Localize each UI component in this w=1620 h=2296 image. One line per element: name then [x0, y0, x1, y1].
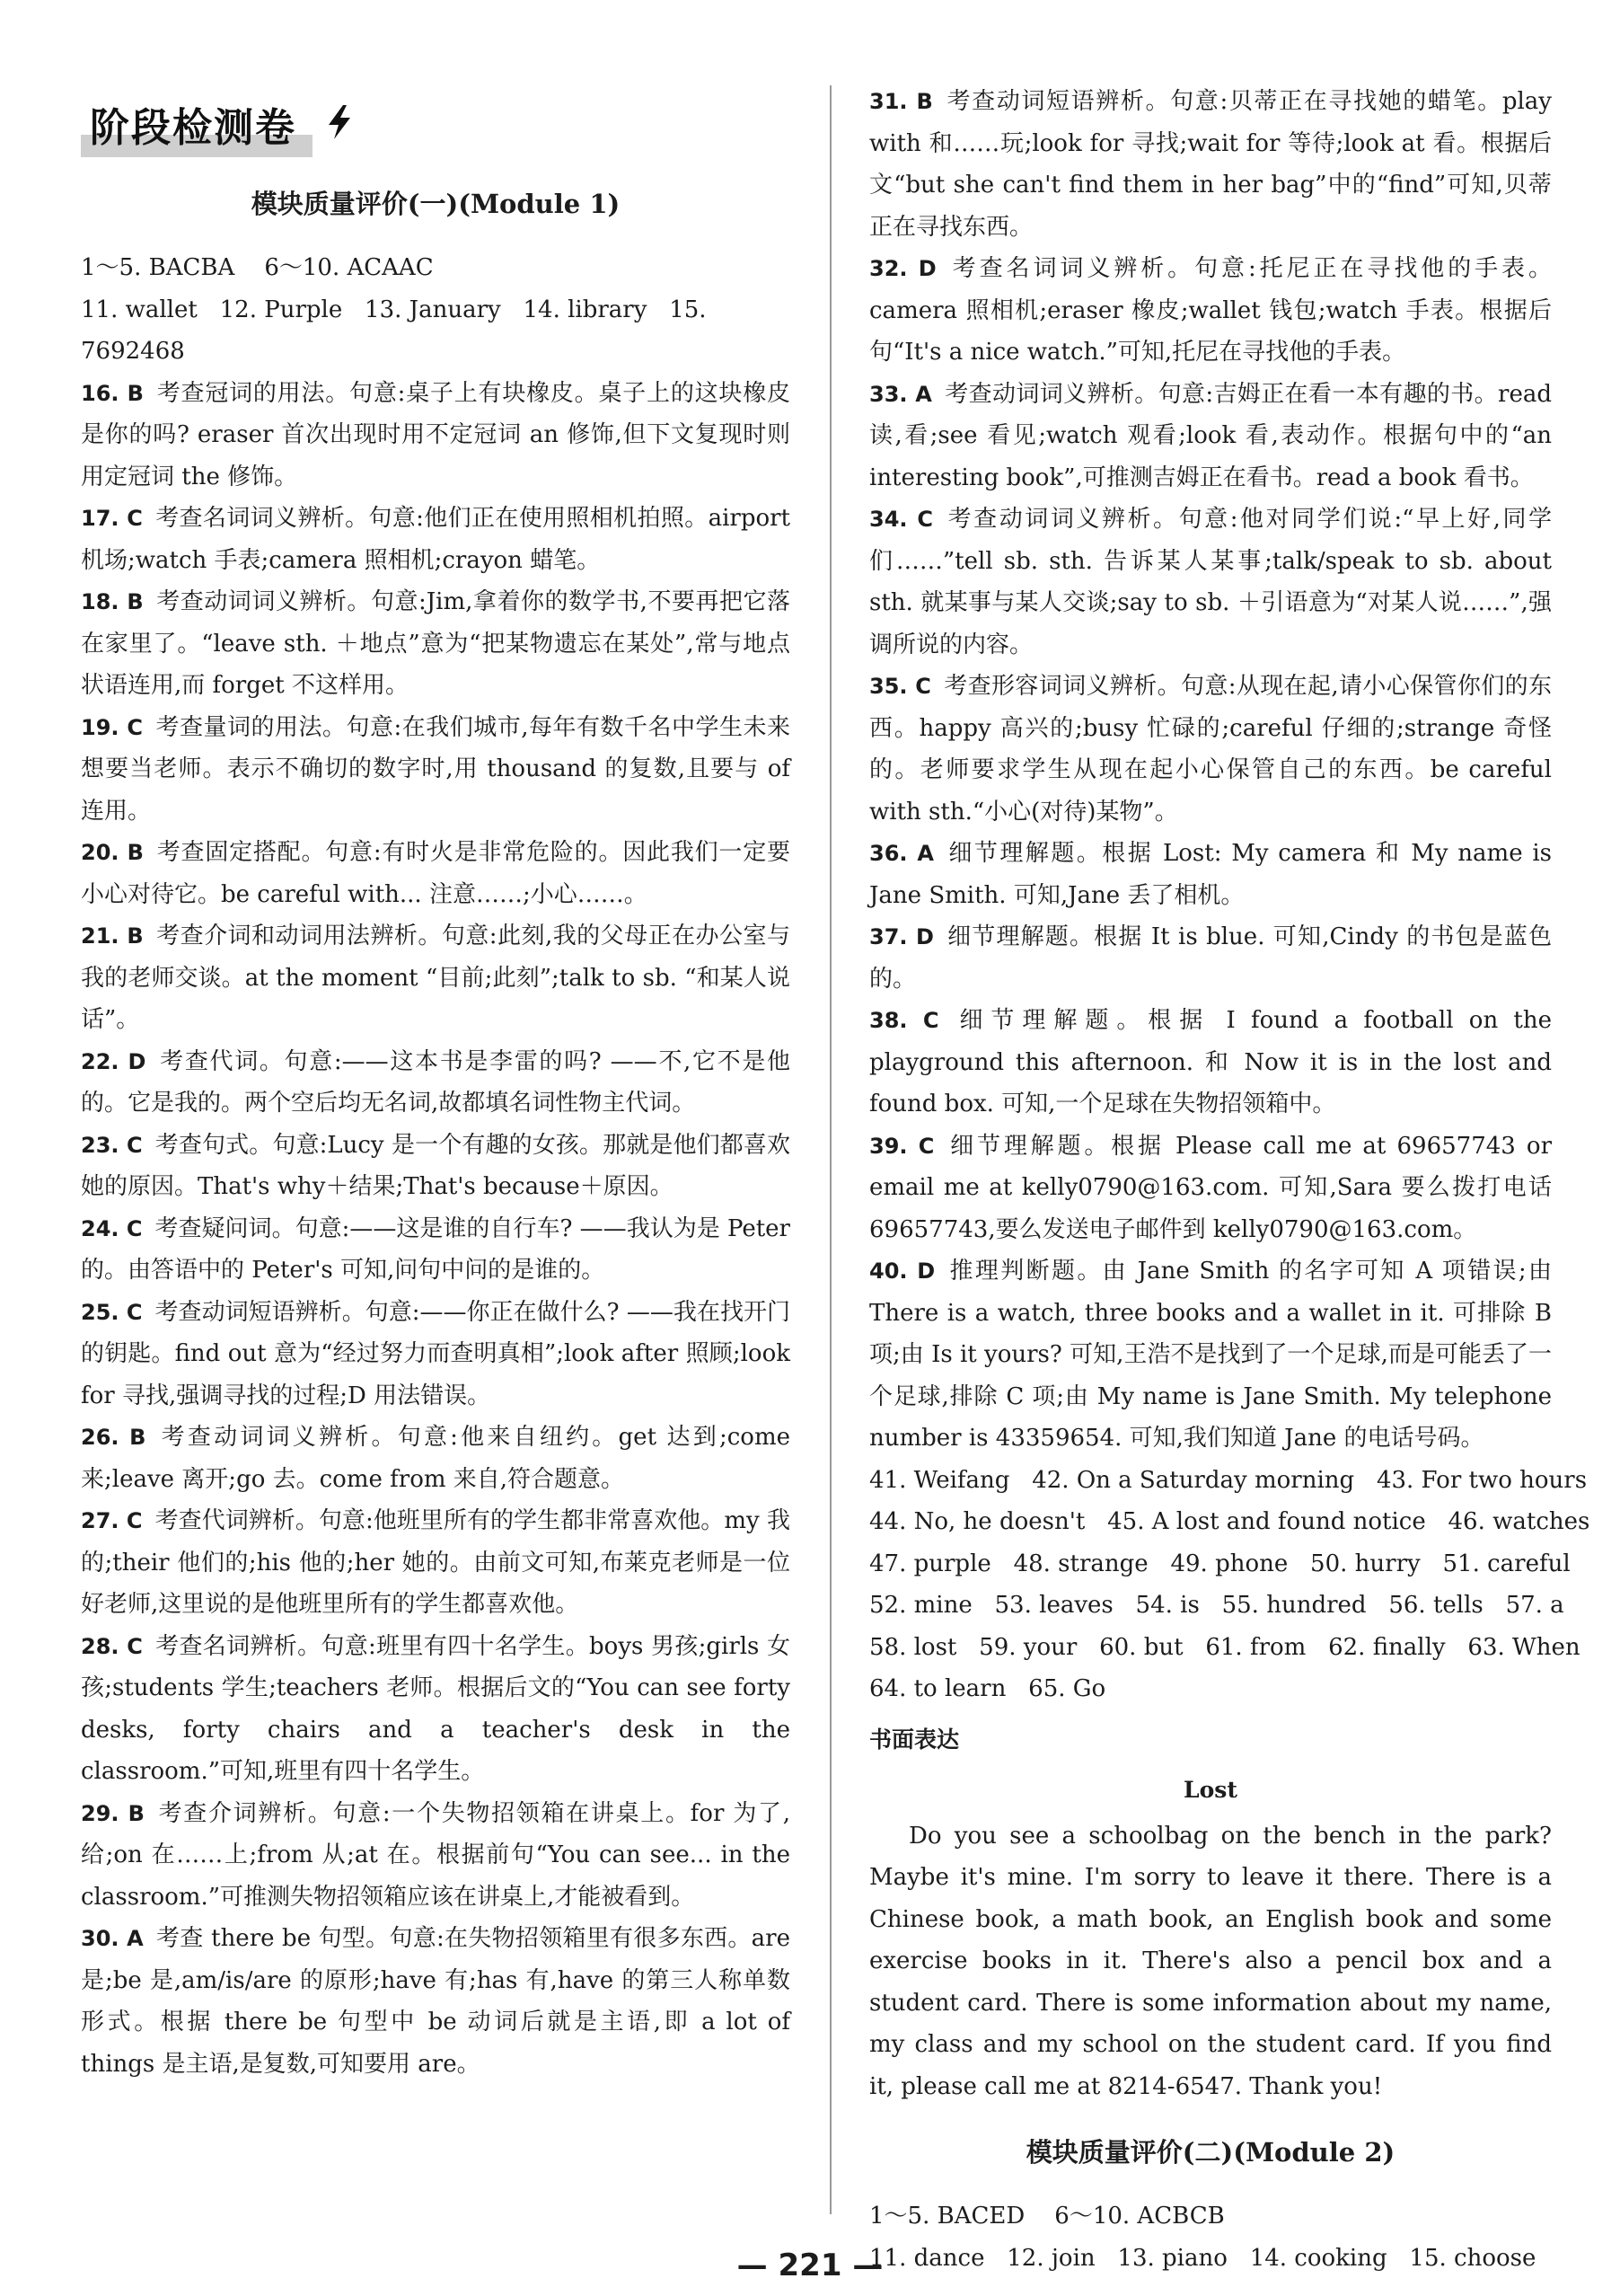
- explanation-item: [869, 1000, 1552, 1126]
- question-number: 21. B: [81, 923, 144, 949]
- module1-title: 模块质量评价(一)(Module 1): [251, 189, 621, 219]
- module2-fill-answers: 11. dance 12. join 13. piano 14. cooking 15. choose: [869, 2244, 1536, 2272]
- explanation-text: 考查名词词义辨析。句意:他们正在使用照相机拍照。airport 机场;watch 手表;camera 照相机;crayon 蜡笔。: [81, 505, 790, 574]
- question-number: 37. D: [869, 924, 934, 949]
- explanation-item: [869, 499, 1552, 666]
- explanation-item: [81, 1041, 790, 1125]
- explanation-text: 考查量词的用法。句意:在我们城市,每年有数千名中学生未来想要当老师。表示不确切的数字时,用 thousand 的复数,且要与 of 连用。: [81, 713, 790, 825]
- explanation-text: 细节理解题。根据 Lost: My camera 和 My name is Jane Smith. 可知,Jane 丢了相机。: [869, 840, 1552, 909]
- explanation-item: [81, 581, 790, 707]
- explanation-text: 考查动词短语辨析。句意:——你正在做什么? ——我在找开门的钥匙。find out 意为“经过努力而查明真相”;look after 照顾;look for 寻找,强调寻找的过程;D 用法错误。: [81, 1298, 791, 1409]
- question-number: 35. C: [869, 674, 931, 699]
- explanation-item: [869, 81, 1552, 248]
- module2-title: 模块质量评价(二)(Module 2): [1026, 2137, 1395, 2168]
- left-explanation-list: [81, 373, 790, 2086]
- left-column: [81, 81, 790, 2085]
- explanation-text: 考查句式。句意:Lucy 是一个有趣的女孩。那就是他们都喜欢她的原因。That's why＋结果;That's because＋原因。: [81, 1131, 790, 1200]
- explanation-text: 细节理解题。根据 It is blue. 可知,Cindy 的书包是蓝色的。: [869, 923, 1553, 993]
- explanation-item: [81, 1918, 790, 2085]
- explanation-text: 考查固定搭配。句意:有时火是非常危险的。因此我们一定要小心对待它。be careful with... 注意……;小心……。: [81, 839, 790, 908]
- explanation-item: [81, 1125, 790, 1208]
- explanation-text: 考查动词词义辨析。句意:吉姆正在看一本有趣的书。read 读,看;see 看见;watch 观看;look 看,表动作。根据句中的“an interesting book”,可推测吉姆正在看书。read a book 看书。: [869, 380, 1552, 491]
- explanation-text: 推理判断题。由 Jane Smith 的名字可知 A 项错误;由 There is a watch, three books and a wallet in it. 可排除 B 项;由 Is it yours? 可知,王浩不是找到了一个足球,而是可能丢了一个足球,排除 C 项;由 My name is Jane Smith. My telephone number is 43359654. 可知,我们知道 Jane 的电话号码。: [869, 1258, 1552, 1452]
- explanation-item: [869, 248, 1552, 374]
- question-number: 34. C: [869, 507, 934, 532]
- explanation-text: 考查动词词义辨析。句意:Jim,拿着你的数学书,不要再把它落在家里了。“leave sth. ＋地点”意为“把某物遗忘在某处”,常与地点状语连用,而 forget 不这样用。: [81, 588, 791, 699]
- cloze-answer-line: 41. Weifang 42. On a Saturday morning 43. For two hours: [869, 1466, 1588, 1494]
- explanation-text: 考查动词短语辨析。句意:贝蒂正在寻找她的蜡笔。play with 和……玩;look for 寻找;wait for 等待;look at 看。根据后文“but she can't find them in her bag”中的“find”可知,贝蒂正在寻找东西。: [869, 88, 1552, 241]
- cloze-answer-line: 58. lost 59. your 60. but 61. from 62. finally 63. When: [869, 1633, 1580, 1661]
- question-number: 32. D: [869, 256, 937, 281]
- question-number: 30. A: [81, 1926, 144, 1951]
- explanation-text: 考查动词词义辨析。句意:他来自纽约。get 达到;come 来;leave 离开;go 去。come from 来自,符合题意。: [81, 1424, 790, 1493]
- banner-title: 阶段检测卷: [81, 101, 313, 157]
- explanation-item: [869, 666, 1552, 833]
- essay-text: Do you see a schoolbag on the bench in the park? Maybe it's mine. I'm sorry to leave it there. There is a Chinese book, a math book, an English book and some exercise books in it. There's also a pencil box and a student card. There is some information about my name, my class and my school on the student card. If you find it, please call me at 8214-6547. Thank you!: [869, 1822, 1552, 2100]
- explanation-item: [869, 1250, 1552, 1460]
- right-column: [869, 81, 1590, 2279]
- question-number: 38. C: [869, 1008, 939, 1033]
- question-number: 36. A: [869, 841, 934, 866]
- explanation-text: 考查名词辨析。句意:班里有四十名学生。boys 男孩;girls 女孩;students 学生;teachers 老师。根据后文的“You can see forty desks, forty chairs and a teacher's desk in the classroom.”可知,班里有四十名学生。: [81, 1632, 790, 1785]
- explanation-item: [869, 1126, 1552, 1251]
- writing-label: 书面表达: [869, 1726, 960, 1753]
- question-number: 17. C: [81, 506, 143, 531]
- question-number: 16. B: [81, 380, 144, 406]
- explanation-item: [869, 374, 1552, 499]
- question-number: 31. B: [869, 89, 933, 114]
- explanation-item: [81, 1626, 790, 1793]
- cloze-answer-line: 52. mine 53. leaves 54. is 55. hundred 56. tells 57. a: [869, 1592, 1564, 1619]
- explanation-item: [81, 1417, 790, 1500]
- explanation-item: [81, 915, 790, 1041]
- module1-choice-answers: 1～5. BACBA 6～10. ACAAC: [81, 254, 434, 281]
- cloze-answer-line: 44. No, he doesn't 45. A lost and found notice 46. watches: [869, 1508, 1590, 1535]
- explanation-item: [81, 1793, 790, 1919]
- right-explanation-list: [869, 81, 1552, 1460]
- question-number: 29. B: [81, 1800, 145, 1826]
- question-number: 25. C: [81, 1299, 143, 1325]
- explanation-item: [81, 832, 790, 915]
- question-number: 19. C: [81, 714, 143, 740]
- question-number: 27. C: [81, 1508, 143, 1533]
- question-number: 18. B: [81, 589, 144, 614]
- explanation-item: [81, 1500, 790, 1626]
- question-number: 26. B: [81, 1425, 146, 1450]
- column-divider: [830, 85, 832, 2214]
- explanation-item: [869, 833, 1552, 916]
- question-number: 20. B: [81, 840, 144, 865]
- question-number: 39. C: [869, 1133, 935, 1159]
- explanation-text: 考查动词词义辨析。句意:他对同学们说:“早上好,同学们……”tell sb. sth. 告诉某人某事;talk/speak to sb. about sth. 就某事与某人交谈;say to sb. ＋引语意为“对某人说……”,强调所说的内容。: [869, 506, 1553, 658]
- explanation-text: 考查形容词词义辨析。句意:从现在起,请小心保管你们的东西。happy 高兴的;busy 忙碌的;careful 仔细的;strange 奇怪的。老师要求学生从现在起小心保管自己的东西。be careful with sth.“小心(对待)某物”。: [869, 673, 1552, 826]
- explanation-text: 考查代词。句意:——这本书是李雷的吗? ——不,它不是他的。它是我的。两个空后均无名词,故都填名词性物主代词。: [81, 1047, 791, 1117]
- cloze-answer-line: 47. purple 48. strange 49. phone 50. hurry 51. careful: [869, 1550, 1571, 1577]
- question-number: 23. C: [81, 1132, 143, 1158]
- explanation-text: 细节理解题。根据 I found a football on the playground this afternoon. 和 Now it is in the lost and found box. 可知,一个足球在失物招领箱中。: [869, 1007, 1553, 1117]
- explanation-text: 考查代词辨析。句意:他班里所有的学生都非常喜欢他。my 我的;their 他们的;his 他的;her 她的。由前文可知,布莱克老师是一位好老师,这里说的是他班里所有的学生都喜欢他。: [81, 1507, 790, 1618]
- explanation-text: 考查名词词义辨析。句意:托尼正在寻找他的手表。camera 照相机;eraser 橡皮;wallet 钱包;watch 手表。根据后句“It's a nice watch.”可知,托尼在寻找他的手表。: [869, 255, 1552, 366]
- explanation-item: [81, 707, 790, 833]
- explanation-item: [81, 498, 790, 581]
- explanation-item: [81, 373, 790, 499]
- explanation-text: 考查介词和动词用法辨析。句意:此刻,我的父母正在办公室与我的老师交谈。at the moment “目前;此刻”;talk to sb. “和某人说话”。: [81, 923, 790, 1033]
- question-number: 24. C: [81, 1215, 143, 1241]
- explanation-text: 考查 there be 句型。句意:在失物招领箱里有很多东西。are 是;be 是,am/is/are 的原形;have 有;has 有,have 的第三人称单数形式。根据 there be 句型中 be 动词后就是主语,即 a lot of things 是主语,是复数,可知要用 are。: [81, 1925, 791, 2078]
- cloze-answer-line: 64. to learn 65. Go: [869, 1675, 1106, 1702]
- section-banner: [81, 81, 790, 166]
- explanation-text: 考查介词辨析。句意:一个失物招领箱在讲桌上。for 为了,给;on 在……上;from 从;at 在。根据前句“You can see... in the classroom.”可推测失物招领箱应该在讲桌上,才能被看到。: [81, 1799, 791, 1911]
- question-number: 22. D: [81, 1048, 146, 1074]
- explanation-item: [81, 1292, 790, 1417]
- question-number: 28. C: [81, 1633, 143, 1659]
- lightning-icon: [323, 103, 356, 141]
- module2-choice-answers: 1～5. BACED 6～10. ACBCB: [869, 2203, 1225, 2230]
- question-number: 33. A: [869, 381, 932, 407]
- explanation-item: [81, 1208, 790, 1292]
- page-number: — 221 —: [736, 2247, 884, 2283]
- question-number: 40. D: [869, 1258, 936, 1284]
- explanation-text: 考查冠词的用法。句意:桌子上有块橡皮。桌子上的这块橡皮是你的吗? eraser 首次出现时用不定冠词 an 修饰,但下文复现时则用定冠词 the 修饰。: [81, 379, 790, 490]
- explanation-text: 细节理解题。根据 Please call me at 69657743 or email me at kelly0790@163.com. 可知,Sara 要么拨打电话 69657743,要么发送电子邮件到 kelly0790@163.com。: [869, 1132, 1552, 1243]
- explanation-item: [869, 916, 1552, 1000]
- explanation-text: 考查疑问词。句意:——这是谁的自行车? ——我认为是 Peter 的。由答语中的 Peter's 可知,问句中问的是谁的。: [81, 1214, 790, 1284]
- essay-title: Lost: [1184, 1777, 1237, 1803]
- module1-fill-answers: 11. wallet 12. Purple 13. January 14. library 15. 7692468: [81, 296, 714, 365]
- cloze-answer-list: [869, 1460, 1590, 1710]
